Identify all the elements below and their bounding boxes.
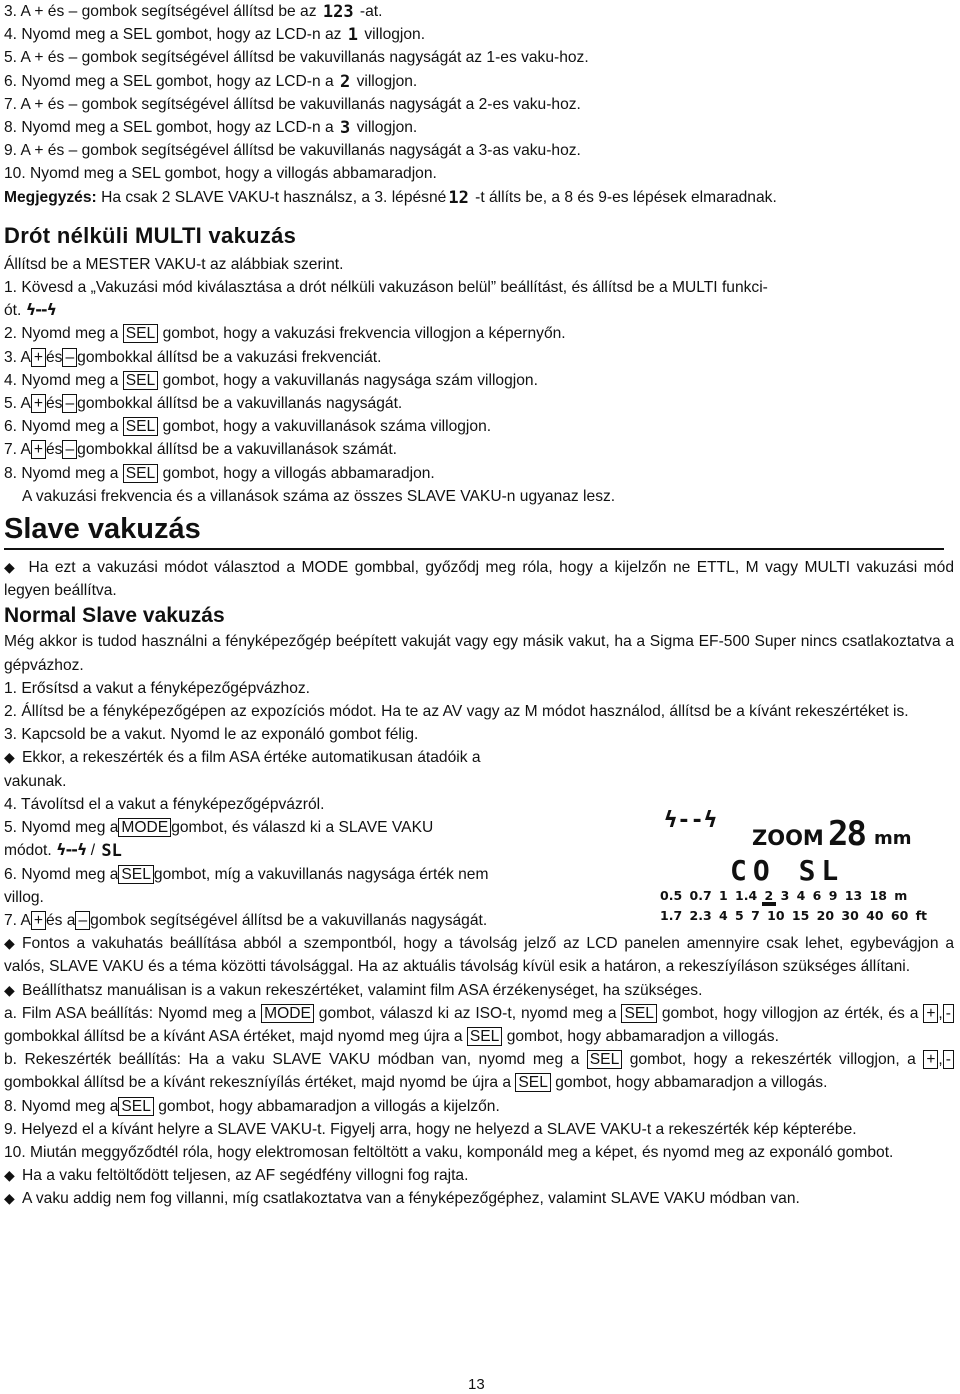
page-number: 13	[468, 1376, 485, 1393]
normal-step-1: 1. Erősítsd a vakut a fényképezőgépvázhoz.	[4, 679, 310, 697]
multi-flash-icon: ϟ--ϟ	[25, 300, 57, 320]
note: Megjegyzés: Ha csak 2 SLAVE VAKU-t használsz, a 3. lépésné 12 -t állíts be, a 8 és 9-es lépések elmaradnak.	[4, 187, 777, 208]
lcd-zoom-label: ZOOM	[752, 826, 824, 850]
lcd-1-icon: 1	[347, 25, 359, 46]
lcd-3-icon: 3	[340, 118, 351, 139]
plus-key: +	[31, 348, 46, 367]
multi-step-1b: ót. ϟ--ϟ	[4, 300, 57, 320]
multi-heading: Drót nélküli MULTI vakuzás	[4, 222, 297, 248]
normal-step-10: 10. Miután meggyőződtél róla, hogy elektromosan feltöltött a vaku, komponáld meg a képet, és nyomd meg az exponáló gombot.	[4, 1143, 894, 1161]
minus-key: –	[75, 911, 90, 930]
minus-key: -	[943, 1050, 954, 1069]
step-3: 3. A + és – gombok segítségével állítsd be az 123 -at.	[4, 2, 383, 22]
lcd-panel-illustration	[656, 808, 928, 928]
normal-heading: Normal Slave vakuzás	[4, 604, 225, 628]
lcd-slave-flash-icon: ϟ--ϟ	[664, 808, 717, 833]
sel-key: SEL	[621, 1004, 656, 1023]
multi-closing: A vakuzási frekvencia és a villanások száma az összes SLAVE VAKU-n ugyanaz lesz.	[22, 487, 616, 505]
slave-heading: Slave vakuzás	[4, 510, 944, 550]
sel-key: SEL	[123, 464, 158, 483]
multi-step-6: 6. Nyomd meg a SEL gombot, hogy a vakuvillanások száma villogjon.	[4, 418, 492, 436]
minus-key: –	[62, 440, 77, 459]
normal-b: b. Rekeszérték beállítás: Ha a vaku SLAVE VAKU módban van, nyomd meg a SEL gombot, hogy a rekeszérték villogjon, a + , - gombokkal állítsd be a kívánt rekeszníyílás értéket, majd nyomd be újra a SEL gombot, hogy abbamaradjon a villogás.	[4, 1048, 954, 1094]
multi-step-5: 5. A + és – gombokkal állítsd be a vakuvillanás nagyságát.	[4, 395, 403, 413]
normal-step-6b: villog.	[4, 888, 44, 906]
normal-step-5: 5. Nyomd meg a MODE gombot, és válaszd ki a SLAVE VAKU	[4, 819, 434, 837]
normal-step-5b: módot. ϟ--ϟ / SL	[4, 840, 122, 862]
diamond-bullet-icon: ◆	[4, 1190, 15, 1207]
sel-key: SEL	[587, 1050, 622, 1069]
plus-key: +	[31, 394, 46, 413]
plus-key: +	[31, 440, 46, 459]
lcd-zoom-unit: mm	[874, 828, 912, 849]
sel-key: SEL	[515, 1073, 550, 1092]
mode-key: MODE	[118, 818, 171, 837]
multi-step-4: 4. Nyomd meg a SEL gombot, hogy a vakuvillanás nagysága szám villogjon.	[4, 371, 538, 389]
plus-key: +	[923, 1004, 938, 1023]
diamond-bullet-icon: ◆	[4, 559, 15, 576]
lcd-scale-meters: 0.5 0.7 1 1.4 2 3 4 6 9 13 18 m	[660, 888, 908, 903]
diamond-bullet-icon: ◆	[4, 1167, 15, 1184]
multi-step-2: 2. Nyomd meg a SEL gombot, hogy a vakuzási frekvencia villogjon a képernyőn.	[4, 325, 566, 343]
normal-bullet-5: ◆ A vaku addig nem fog villanni, míg csatlakoztatva van a fényképezőgéphez, valamint SLAVE VAKU módban van.	[4, 1187, 954, 1210]
step-5: 5. A + és – gombok segítségével állítsd be vakuvillanás nagyságát az 1-es vaku-hoz.	[4, 49, 589, 67]
lcd-2-icon: 2	[340, 71, 351, 92]
multi-intro: Állítsd be a MESTER VAKU-t az alábbiak szerint.	[4, 255, 344, 273]
minus-key: –	[62, 348, 77, 367]
sel-key: SEL	[118, 865, 153, 884]
diamond-bullet-icon: ◆	[4, 935, 15, 952]
sel-key: SEL	[467, 1027, 502, 1046]
lcd-123-icon: 123	[322, 2, 354, 22]
minus-key: -	[943, 1004, 954, 1023]
normal-bullet-3: ◆ Beállíthatsz manuálisan is a vakun rekeszértéket, valamint film ASA érzékenységet, ha szükséges.	[4, 979, 954, 1002]
slave-flash-icon: ϟ--ϟ	[56, 840, 87, 860]
step-4: 4. Nyomd meg a SEL gombot, hogy az LCD-n az 1 villogjon.	[4, 25, 426, 46]
sel-key: SEL	[123, 324, 158, 343]
normal-step-3: 3. Kapcsold be a vakut. Nyomd le az exponáló gombot félig.	[4, 726, 419, 744]
sel-key: SEL	[123, 417, 158, 436]
normal-step-7: 7. A + és a – gombok segítségével állítsd be a vakuvillanás nagyságát.	[4, 911, 488, 929]
sel-key: SEL	[118, 1097, 153, 1116]
mode-key: MODE	[261, 1004, 314, 1023]
lcd-scale-feet: 1.7 2.3 4 5 7 10 15 20 30 40 60 ft	[660, 908, 928, 923]
sl-icon: SL	[101, 841, 122, 862]
plus-key: +	[923, 1050, 938, 1069]
normal-bullet-1b: vakunak.	[4, 772, 67, 790]
diamond-bullet-icon: ◆	[4, 749, 15, 766]
step-8: 8. Nyomd meg a SEL gombot, hogy az LCD-n a 3 villogjon.	[4, 118, 418, 139]
minus-key: –	[62, 394, 77, 413]
normal-bullet-4: ◆ Ha a vaku feltöltődött teljesen, az AF segédfény villogni fog rajta.	[4, 1164, 954, 1187]
normal-step-8: 8. Nyomd meg a SEL gombot, hogy abbamaradjon a villogás a kijelzőn.	[4, 1097, 500, 1115]
normal-a: a. Film ASA beállítás: Nyomd meg a MODE gombot, válaszd ki az ISO-t, nyomd meg a SEL gombot, hogy villogjon az érték, és a + , - gombokkal állítsd be a kívánt ASA értéket, majd nyomd meg újra a SEL gombot, hogy abbamaradjon a villogás.	[4, 1002, 954, 1048]
diamond-bullet-icon: ◆	[4, 981, 15, 998]
normal-bullet-2: ◆ Fontos a vakuhatás beállítása abból a szempontból, hogy a távolság jelző az LCD panelen amennyire csak lehet, egybevágjon a valós, SLAVE VAKU és a téma közötti távolsággal. Ha az aktuális távolság kívül esik a határon, a rekeszíyíláson szükséges állítani.	[4, 932, 954, 978]
lcd-zoom-value: 28	[828, 814, 865, 854]
plus-key: +	[31, 911, 46, 930]
top-steps	[4, 0, 954, 209]
normal-step-2: 2. Állítsd be a fényképezőgépen az expozíciós módot. Ha te az AV vagy az M módot használod, állítsd be a kívánt rekeszértéket is.	[4, 703, 909, 721]
step-9: 9. A + és – gombok segítségével állítsd be vakuvillanás nagyságát a 3-as vaku-hoz.	[4, 142, 581, 160]
step-10: 10. Nyomd meg a SEL gombot, hogy a villogás abbamaradjon.	[4, 165, 437, 183]
lcd-12-icon: 12	[448, 187, 469, 208]
normal-bullet-1: ◆ Ekkor, a rekeszérték és a film ASA értéke automatikusan átadóik a	[4, 746, 954, 769]
manual-page	[4, 0, 954, 1211]
normal-intro: Még akkor is tudod használni a fényképezőgép beépített vakuját vagy egy másik vakut, ha a Sigma EF-500 Super nincs csatlakoztatva a gépvázhoz.	[4, 633, 954, 674]
multi-step-3: 3. A + és – gombokkal állítsd be a vakuzási frekvenciát.	[4, 348, 382, 366]
multi-step-1: 1. Kövesd a „Vakuzási mód kiválasztása a drót nélküli vakuzáson belül” beállítást, és állítsd be a MULTI funkci-	[4, 279, 768, 297]
step-6: 6. Nyomd meg a SEL gombot, hogy az LCD-n a 2 villogjon.	[4, 71, 418, 92]
normal-step-9: 9. Helyezd el a kívánt helyre a SLAVE VAKU-t. Figyelj arra, hogy ne helyezd a SLAVE VAKU-t a rekeszérték kép képterébe.	[4, 1120, 857, 1138]
multi-step-8: 8. Nyomd meg a SEL gombot, hogy a villogás abbamaradjon.	[4, 464, 435, 482]
multi-step-7: 7. A + és – gombokkal állítsd be a vakuvillanások számát.	[4, 441, 398, 459]
normal-step-6: 6. Nyomd meg a SEL gombot, míg a vakuvillanás nagysága érték nem	[4, 865, 489, 883]
normal-step-4: 4. Távolítsd el a vakut a fényképezőgépvázról.	[4, 795, 325, 813]
step-7: 7. A + és – gombok segítségével állítsd be vakuvillanás nagyságát a 2-es vaku-hoz.	[4, 95, 581, 113]
lcd-mode-text: CO SL	[730, 854, 845, 887]
slave-bullet-1: ◆ Ha ezt a vakuzási módot választod a MODE gombbal, győződj meg róla, hogy a kijelzőn ne ETTL, M vagy MULTI vakuzási mód legyen beállítva.	[4, 556, 954, 602]
sel-key: SEL	[123, 371, 158, 390]
